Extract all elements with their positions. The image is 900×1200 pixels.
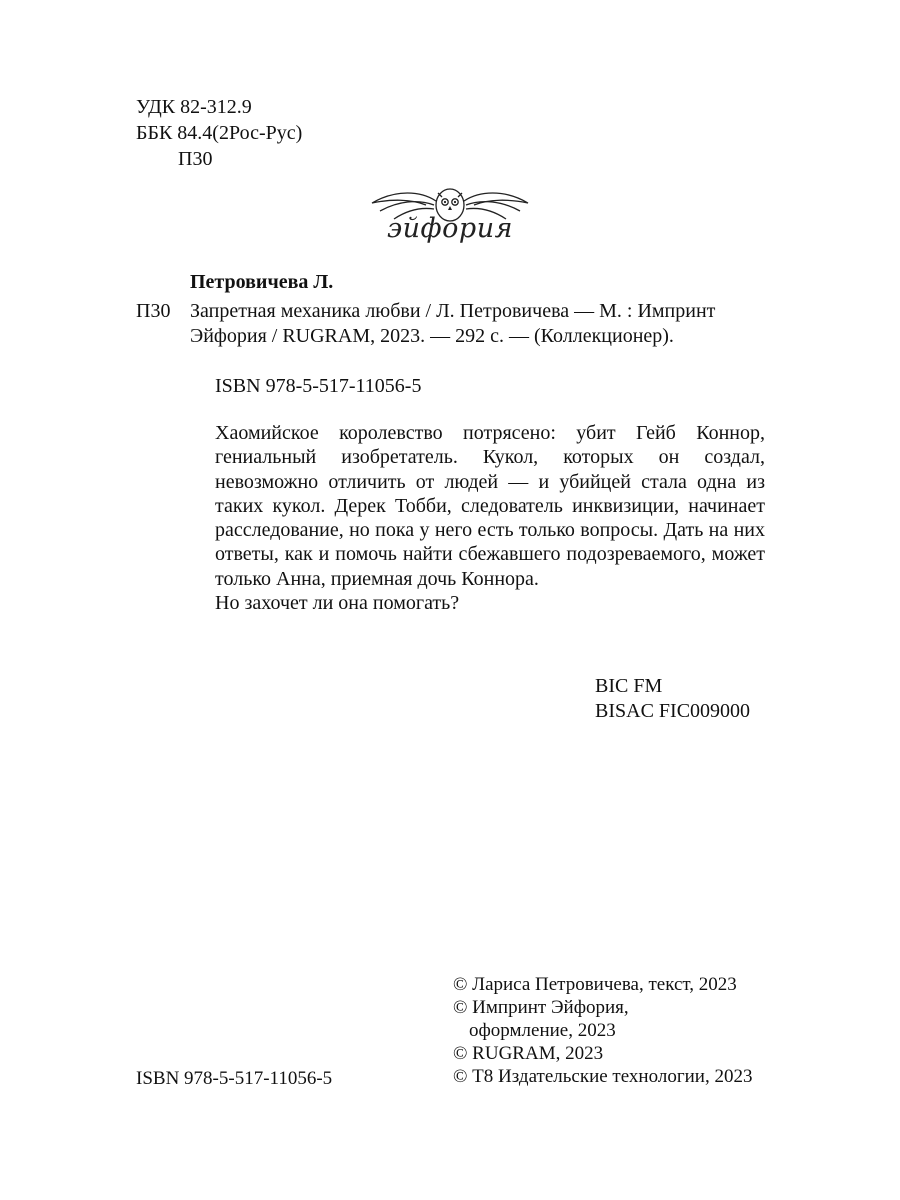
annotation-question: Но захочет ли она помогать? — [215, 592, 460, 615]
isbn-entry: ISBN 978-5-517-11056-5 — [215, 375, 422, 397]
copyright-line: © RUGRAM, 2023 — [453, 1043, 604, 1064]
author-sign: П30 — [136, 300, 171, 322]
annotation — [215, 421, 765, 615]
bibliographic-line-2: Эйфория / RUGRAM, 2023. — 292 с. — (Коллекционер). — [190, 325, 674, 347]
bibliographic-line-1: Запретная механика любви / Л. Петровичева — М. : Импринт — [190, 300, 716, 322]
footer-isbn: ISBN 978-5-517-11056-5 — [136, 1068, 333, 1089]
bisac-code: BISAC FIC009000 — [595, 700, 751, 722]
author-sign-top: П30 — [178, 148, 213, 170]
publisher-logo — [366, 185, 534, 255]
copyright-line: оформление, 2023 — [469, 1020, 616, 1041]
author-name: Петровичева Л. — [190, 271, 334, 293]
copyright-block — [453, 973, 752, 1088]
bic-code: BIC FM — [595, 675, 663, 697]
copyright-line: © Т8 Издательские технологии, 2023 — [453, 1066, 753, 1087]
udk-code: УДК 82-312.9 — [136, 96, 252, 118]
annotation-paragraph: Хаомийское королевство потрясено: убит Гейб Коннор, гениальный изобретатель. Кукол, которых он создал, невозможно отличить от людей — и убийцей стала одна из таких кукол. Дерек Тобби, следователь инквизиции, начинает расследование, но пока у него есть только вопросы. Дать на них ответы, как и помочь найти сбежавшего подозреваемого, может только Анна, приемная дочь Коннора. — [215, 422, 765, 590]
bbk-code: ББК 84.4(2Рос-Рус) — [136, 122, 303, 144]
logo-wordmark: эйфория — [387, 213, 513, 244]
copyright-line: © Импринт Эйфория, — [453, 997, 629, 1018]
copyright-line: © Лариса Петровичева, текст, 2023 — [453, 974, 737, 995]
